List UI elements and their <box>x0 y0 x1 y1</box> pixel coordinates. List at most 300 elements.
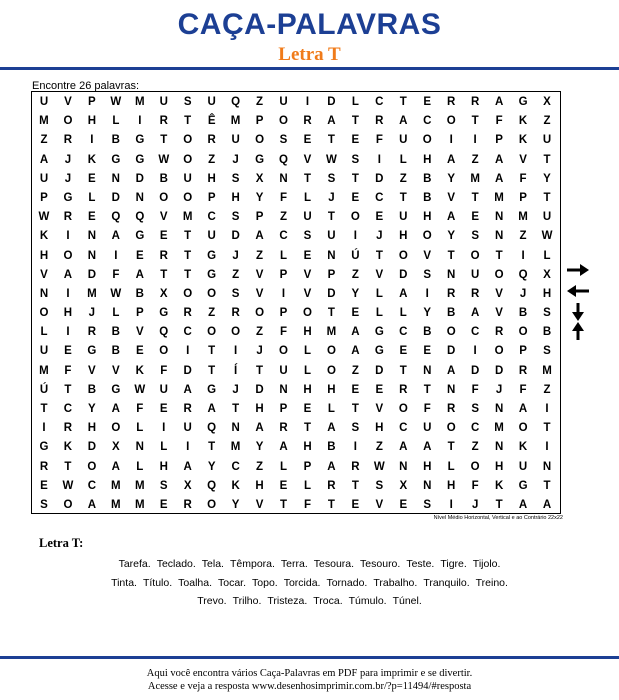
grid-cell[interactable]: S <box>159 479 168 492</box>
grid-cell[interactable]: L <box>399 153 407 166</box>
grid-cell[interactable]: T <box>543 422 551 435</box>
grid-cell[interactable]: M <box>494 422 504 435</box>
grid-cell[interactable]: S <box>471 230 479 243</box>
grid-cell[interactable]: U <box>39 96 49 108</box>
grid-cell[interactable]: A <box>279 441 288 454</box>
grid-cell[interactable]: V <box>447 191 456 204</box>
grid-cell[interactable]: V <box>423 249 432 262</box>
grid-cell[interactable]: N <box>87 249 97 262</box>
grid-cell[interactable]: L <box>88 191 96 204</box>
grid-cell[interactable]: V <box>88 364 96 377</box>
grid-cell[interactable]: B <box>111 134 120 147</box>
grid-cell[interactable]: F <box>471 383 479 396</box>
grid-cell[interactable]: S <box>231 287 240 300</box>
grid-cell[interactable]: T <box>399 364 407 377</box>
grid-cell[interactable]: R <box>87 326 97 339</box>
grid-cell[interactable]: A <box>135 268 144 281</box>
grid-cell[interactable]: O <box>446 422 456 435</box>
grid-cell[interactable]: O <box>255 134 265 147</box>
grid-cell[interactable]: B <box>518 307 528 320</box>
grid-cell[interactable]: A <box>518 498 528 511</box>
grid-cell[interactable]: C <box>399 326 408 339</box>
grid-cell[interactable]: V <box>255 498 264 511</box>
grid-cell[interactable]: J <box>88 307 96 320</box>
grid-cell[interactable]: S <box>471 403 479 415</box>
grid-cell[interactable]: S <box>423 498 432 511</box>
grid-cell[interactable]: I <box>66 326 70 339</box>
grid-cell[interactable]: Q <box>231 96 241 108</box>
grid-cell[interactable]: L <box>543 249 551 262</box>
grid-cell[interactable]: C <box>63 403 73 415</box>
grid-cell[interactable]: T <box>208 345 216 358</box>
grid-cell[interactable]: E <box>351 498 360 511</box>
grid-cell[interactable]: C <box>183 326 192 339</box>
grid-cell[interactable]: P <box>279 403 288 415</box>
grid-cell[interactable]: Q <box>279 153 288 166</box>
grid-cell[interactable]: S <box>375 479 384 492</box>
grid-cell[interactable]: I <box>66 287 70 300</box>
grid-cell[interactable]: O <box>470 460 480 473</box>
grid-cell[interactable]: H <box>63 307 73 320</box>
grid-cell[interactable]: H <box>255 403 264 415</box>
grid-cell[interactable]: F <box>519 383 527 396</box>
grid-cell[interactable]: V <box>135 326 144 339</box>
grid-cell[interactable]: R <box>183 307 192 320</box>
grid-cell[interactable]: T <box>423 383 431 396</box>
grid-cell[interactable]: E <box>159 498 168 511</box>
grid-cell[interactable]: L <box>447 460 455 473</box>
grid-cell[interactable]: Z <box>399 172 407 185</box>
grid-cell[interactable]: E <box>88 172 96 185</box>
grid-cell[interactable]: D <box>183 364 192 377</box>
grid-cell[interactable]: O <box>183 191 193 204</box>
grid-cell[interactable]: M <box>111 498 121 511</box>
grid-cell[interactable]: S <box>327 172 336 185</box>
grid-cell[interactable]: Y <box>255 191 264 204</box>
grid-cell[interactable]: O <box>207 498 217 511</box>
grid-cell[interactable]: O <box>207 326 217 339</box>
grid-cell[interactable]: A <box>518 403 528 415</box>
grid-cell[interactable]: P <box>135 307 144 320</box>
grid-cell[interactable]: G <box>111 383 121 396</box>
grid-cell[interactable]: X <box>399 479 408 492</box>
grid-cell[interactable]: W <box>326 153 337 166</box>
grid-cell[interactable]: J <box>64 153 72 166</box>
grid-cell[interactable]: P <box>207 191 216 204</box>
grid-cell[interactable]: Z <box>351 268 359 281</box>
grid-cell[interactable]: H <box>423 211 432 224</box>
grid-cell[interactable]: U <box>231 134 240 147</box>
grid-cell[interactable]: N <box>87 230 97 243</box>
grid-cell[interactable]: S <box>543 307 551 320</box>
grid-cell[interactable]: X <box>543 268 551 281</box>
grid-cell[interactable]: Z <box>232 268 240 281</box>
grid-cell[interactable]: N <box>494 441 504 454</box>
grid-cell[interactable]: H <box>399 230 408 243</box>
grid-cell[interactable]: Z <box>208 307 216 320</box>
grid-cell[interactable]: P <box>279 268 288 281</box>
grid-cell[interactable]: W <box>373 460 385 473</box>
grid-cell[interactable]: F <box>64 364 72 377</box>
grid-cell[interactable]: B <box>135 287 144 300</box>
grid-cell[interactable]: D <box>375 172 384 185</box>
grid-cell[interactable]: E <box>303 403 312 415</box>
grid-cell[interactable]: E <box>279 479 288 492</box>
grid-cell[interactable]: O <box>398 403 408 415</box>
grid-cell[interactable]: M <box>494 191 504 204</box>
grid-cell[interactable]: T <box>208 364 216 377</box>
grid-cell[interactable]: I <box>545 403 549 415</box>
grid-cell[interactable]: L <box>327 403 335 415</box>
grid-cell[interactable]: Z <box>375 441 383 454</box>
grid-cell[interactable]: B <box>111 345 120 358</box>
grid-cell[interactable]: U <box>159 96 168 108</box>
grid-cell[interactable]: M <box>39 364 49 377</box>
grid-cell[interactable]: N <box>494 230 504 243</box>
grid-cell[interactable]: H <box>87 115 97 128</box>
grid-cell[interactable]: N <box>494 403 504 415</box>
grid-cell[interactable]: R <box>231 307 240 320</box>
grid-cell[interactable]: B <box>542 326 552 339</box>
grid-cell[interactable]: V <box>159 211 168 224</box>
grid-cell[interactable]: L <box>303 191 311 204</box>
grid-cell[interactable]: R <box>399 383 408 396</box>
grid-cell[interactable]: E <box>351 383 360 396</box>
grid-cell[interactable]: K <box>135 364 144 377</box>
grid-cell[interactable]: D <box>470 364 480 377</box>
grid-cell[interactable]: T <box>399 96 407 108</box>
grid-cell[interactable]: T <box>471 115 479 128</box>
grid-cell[interactable]: A <box>183 383 192 396</box>
grid-cell[interactable]: I <box>353 230 357 243</box>
grid-cell[interactable]: P <box>519 345 527 358</box>
grid-cell[interactable]: X <box>255 172 264 185</box>
grid-cell[interactable]: F <box>280 326 288 339</box>
grid-cell[interactable]: L <box>303 345 311 358</box>
grid-cell[interactable]: Z <box>351 364 359 377</box>
grid-cell[interactable]: O <box>39 307 49 320</box>
grid-cell[interactable]: E <box>423 96 432 108</box>
grid-cell[interactable]: I <box>281 287 286 300</box>
grid-cell[interactable]: O <box>183 287 193 300</box>
grid-cell[interactable]: T <box>351 403 359 415</box>
grid-cell[interactable]: E <box>351 191 360 204</box>
grid-cell[interactable]: U <box>39 172 49 185</box>
grid-cell[interactable]: M <box>134 96 145 108</box>
grid-cell[interactable]: A <box>87 498 97 511</box>
grid-cell[interactable]: T <box>471 191 479 204</box>
grid-cell[interactable]: D <box>447 345 456 358</box>
grid-cell[interactable]: N <box>447 383 456 396</box>
grid-cell[interactable]: A <box>470 307 480 320</box>
grid-cell[interactable]: L <box>280 460 288 473</box>
grid-cell[interactable]: B <box>327 441 336 454</box>
grid-cell[interactable]: O <box>422 134 432 147</box>
grid-cell[interactable]: K <box>518 115 528 128</box>
grid-cell[interactable]: U <box>303 211 312 224</box>
grid-cell[interactable]: E <box>471 211 479 224</box>
grid-cell[interactable]: U <box>279 96 288 108</box>
grid-cell[interactable]: D <box>111 191 120 204</box>
grid-cell[interactable]: Y <box>255 441 264 454</box>
grid-cell[interactable]: C <box>399 422 408 435</box>
grid-cell[interactable]: Y <box>423 307 432 320</box>
grid-cell[interactable]: W <box>134 383 146 396</box>
grid-cell[interactable]: E <box>303 249 312 262</box>
grid-cell[interactable]: P <box>279 307 288 320</box>
grid-cell[interactable]: F <box>423 403 431 415</box>
grid-cell[interactable]: O <box>255 307 265 320</box>
grid-cell[interactable]: A <box>423 441 432 454</box>
grid-cell[interactable]: K <box>87 153 97 166</box>
grid-cell[interactable]: G <box>135 230 145 243</box>
grid-cell[interactable]: I <box>90 134 94 147</box>
grid-cell[interactable]: J <box>232 249 239 262</box>
grid-cell[interactable]: O <box>279 345 288 358</box>
grid-cell[interactable]: H <box>327 383 336 396</box>
grid-cell[interactable]: U <box>279 364 288 377</box>
grid-cell[interactable]: F <box>471 479 479 492</box>
grid-cell[interactable]: O <box>63 249 73 262</box>
grid-cell[interactable]: E <box>40 479 48 492</box>
grid-cell[interactable]: M <box>518 211 528 224</box>
grid-cell[interactable]: W <box>110 96 122 108</box>
grid-cell[interactable]: V <box>40 268 48 281</box>
grid-cell[interactable]: H <box>303 383 312 396</box>
grid-cell[interactable]: I <box>473 345 477 358</box>
grid-cell[interactable]: O <box>231 326 241 339</box>
grid-cell[interactable]: W <box>38 211 50 224</box>
grid-cell[interactable]: Q <box>207 479 217 492</box>
grid-cell[interactable]: G <box>159 307 169 320</box>
grid-cell[interactable]: M <box>542 364 552 377</box>
grid-cell[interactable]: E <box>351 134 360 147</box>
grid-cell[interactable]: I <box>138 115 142 128</box>
grid-cell[interactable]: X <box>543 96 551 108</box>
grid-cell[interactable]: H <box>423 460 432 473</box>
grid-cell[interactable]: E <box>375 211 384 224</box>
grid-cell[interactable]: R <box>375 115 384 128</box>
grid-cell[interactable]: U <box>399 211 408 224</box>
grid-cell[interactable]: P <box>519 191 527 204</box>
grid-cell[interactable]: U <box>159 383 168 396</box>
grid-cell[interactable]: U <box>518 460 528 473</box>
grid-cell[interactable]: H <box>87 422 97 435</box>
grid-cell[interactable]: R <box>494 326 504 339</box>
grid-cell[interactable]: S <box>231 211 240 224</box>
grid-cell[interactable]: T <box>399 191 407 204</box>
grid-cell[interactable]: T <box>447 441 455 454</box>
grid-cell[interactable]: R <box>470 96 480 108</box>
grid-cell[interactable]: O <box>470 249 480 262</box>
grid-cell[interactable]: G <box>207 249 217 262</box>
grid-cell[interactable]: Y <box>543 172 551 185</box>
grid-cell[interactable]: L <box>303 479 311 492</box>
grid-cell[interactable]: U <box>207 96 216 108</box>
grid-cell[interactable]: T <box>351 172 359 185</box>
grid-cell[interactable]: L <box>112 115 120 128</box>
grid-cell[interactable]: T <box>256 364 264 377</box>
grid-cell[interactable]: I <box>449 134 453 147</box>
grid-cell[interactable]: M <box>230 441 241 454</box>
grid-cell[interactable]: O <box>350 211 360 224</box>
grid-cell[interactable]: G <box>518 479 528 492</box>
grid-cell[interactable]: K <box>39 230 49 243</box>
grid-cell[interactable]: E <box>399 345 408 358</box>
grid-cell[interactable]: T <box>160 134 168 147</box>
grid-cell[interactable]: H <box>303 326 312 339</box>
grid-cell[interactable]: L <box>136 460 144 473</box>
grid-cell[interactable]: Z <box>471 153 479 166</box>
grid-cell[interactable]: R <box>447 96 456 108</box>
grid-cell[interactable]: O <box>518 422 528 435</box>
grid-cell[interactable]: N <box>39 287 49 300</box>
grid-cell[interactable]: S <box>231 172 240 185</box>
grid-cell[interactable]: T <box>184 115 192 128</box>
grid-cell[interactable]: O <box>398 249 408 262</box>
grid-cell[interactable]: C <box>279 230 288 243</box>
grid-cell[interactable]: J <box>376 230 383 243</box>
grid-cell[interactable]: U <box>542 134 552 147</box>
grid-cell[interactable]: J <box>328 191 335 204</box>
grid-cell[interactable]: T <box>543 153 551 166</box>
grid-cell[interactable]: M <box>111 479 121 492</box>
grid-cell[interactable]: T <box>543 479 551 492</box>
grid-cell[interactable]: M <box>470 172 480 185</box>
grid-cell[interactable]: C <box>470 422 480 435</box>
grid-cell[interactable]: Z <box>519 230 527 243</box>
grid-cell[interactable]: Y <box>231 498 240 511</box>
grid-cell[interactable]: T <box>351 115 359 128</box>
grid-cell[interactable]: Z <box>40 134 48 147</box>
grid-cell[interactable]: B <box>87 383 97 396</box>
grid-cell[interactable]: N <box>135 441 144 454</box>
grid-cell[interactable]: T <box>495 249 503 262</box>
grid-cell[interactable]: J <box>232 153 239 166</box>
grid-cell[interactable]: P <box>495 134 503 147</box>
grid-cell[interactable]: O <box>303 307 312 320</box>
grid-cell[interactable]: R <box>470 287 480 300</box>
grid-cell[interactable]: V <box>64 96 72 108</box>
grid-cell[interactable]: E <box>351 307 360 320</box>
grid-cell[interactable]: D <box>135 172 144 185</box>
grid-cell[interactable]: D <box>375 364 384 377</box>
grid-cell[interactable]: O <box>159 345 169 358</box>
grid-cell[interactable]: X <box>159 287 168 300</box>
grid-cell[interactable]: R <box>327 479 336 492</box>
grid-cell[interactable]: Q <box>135 211 145 224</box>
grid-cell[interactable]: P <box>255 115 264 128</box>
grid-cell[interactable]: S <box>183 96 192 108</box>
grid-cell[interactable]: L <box>160 441 168 454</box>
grid-cell[interactable]: L <box>375 307 383 320</box>
grid-cell[interactable]: Ú <box>39 383 49 396</box>
grid-cell[interactable]: T <box>184 230 192 243</box>
grid-cell[interactable]: D <box>494 364 504 377</box>
grid-cell[interactable]: M <box>87 287 97 300</box>
grid-cell[interactable]: I <box>521 249 525 262</box>
grid-cell[interactable]: Z <box>280 211 288 224</box>
grid-cell[interactable]: Ê <box>207 115 216 128</box>
grid-cell[interactable]: I <box>305 96 310 108</box>
grid-cell[interactable]: R <box>63 422 73 435</box>
grid-cell[interactable]: N <box>494 211 504 224</box>
grid-cell[interactable]: H <box>303 441 312 454</box>
grid-cell[interactable]: H <box>159 460 168 473</box>
grid-cell[interactable]: E <box>135 345 144 358</box>
grid-cell[interactable]: Z <box>256 460 264 473</box>
grid-cell[interactable]: G <box>207 383 217 396</box>
grid-cell[interactable]: A <box>399 441 408 454</box>
grid-cell[interactable]: E <box>399 498 408 511</box>
grid-cell[interactable]: O <box>326 345 336 358</box>
grid-cell[interactable]: L <box>40 326 48 339</box>
grid-cell[interactable]: I <box>234 345 238 358</box>
grid-cell[interactable]: J <box>232 383 239 396</box>
grid-cell[interactable]: G <box>39 441 49 454</box>
grid-cell[interactable]: S <box>303 230 312 243</box>
grid-cell[interactable]: N <box>423 479 432 492</box>
grid-cell[interactable]: K <box>518 134 528 147</box>
grid-cell[interactable]: G <box>87 345 97 358</box>
grid-cell[interactable]: U <box>423 422 432 435</box>
grid-cell[interactable]: T <box>375 249 383 262</box>
grid-cell[interactable]: I <box>425 287 429 300</box>
grid-cell[interactable]: W <box>110 287 122 300</box>
grid-cell[interactable]: T <box>327 498 335 511</box>
grid-cell[interactable]: I <box>42 422 46 435</box>
grid-cell[interactable]: C <box>375 96 384 108</box>
grid-cell[interactable]: T <box>40 403 48 415</box>
grid-cell[interactable]: A <box>351 326 360 339</box>
grid-cell[interactable]: Q <box>111 211 121 224</box>
grid-cell[interactable]: T <box>327 134 335 147</box>
grid-cell[interactable]: Y <box>88 403 96 415</box>
grid-cell[interactable]: O <box>111 422 121 435</box>
grid-cell[interactable]: T <box>208 441 216 454</box>
grid-cell[interactable]: H <box>231 191 240 204</box>
grid-cell[interactable]: L <box>303 364 311 377</box>
grid-cell[interactable]: E <box>159 230 168 243</box>
grid-cell[interactable]: V <box>519 153 527 166</box>
grid-cell[interactable]: Y <box>447 230 456 243</box>
grid-cell[interactable]: O <box>422 230 432 243</box>
grid-cell[interactable]: K <box>494 479 504 492</box>
grid-cell[interactable]: E <box>423 345 432 358</box>
grid-cell[interactable]: U <box>39 345 49 358</box>
grid-cell[interactable]: N <box>135 191 144 204</box>
grid-cell[interactable]: D <box>87 268 97 281</box>
grid-cell[interactable]: A <box>255 422 264 435</box>
grid-cell[interactable]: C <box>470 326 480 339</box>
grid-cell[interactable]: Y <box>351 287 360 300</box>
grid-cell[interactable]: A <box>111 230 120 243</box>
grid-cell[interactable]: D <box>87 441 97 454</box>
grid-cell[interactable]: C <box>423 115 432 128</box>
grid-cell[interactable]: C <box>207 211 216 224</box>
grid-cell[interactable]: T <box>160 268 168 281</box>
grid-cell[interactable]: W <box>541 230 553 243</box>
grid-cell[interactable]: J <box>519 287 527 300</box>
grid-cell[interactable]: R <box>159 115 168 128</box>
grid-cell[interactable]: H <box>542 287 552 300</box>
grid-cell[interactable]: E <box>135 249 144 262</box>
grid-cell[interactable]: T <box>280 498 288 511</box>
grid-cell[interactable]: F <box>375 134 383 147</box>
grid-cell[interactable]: V <box>112 364 120 377</box>
grid-cell[interactable]: L <box>280 249 288 262</box>
grid-cell[interactable]: A <box>447 364 456 377</box>
